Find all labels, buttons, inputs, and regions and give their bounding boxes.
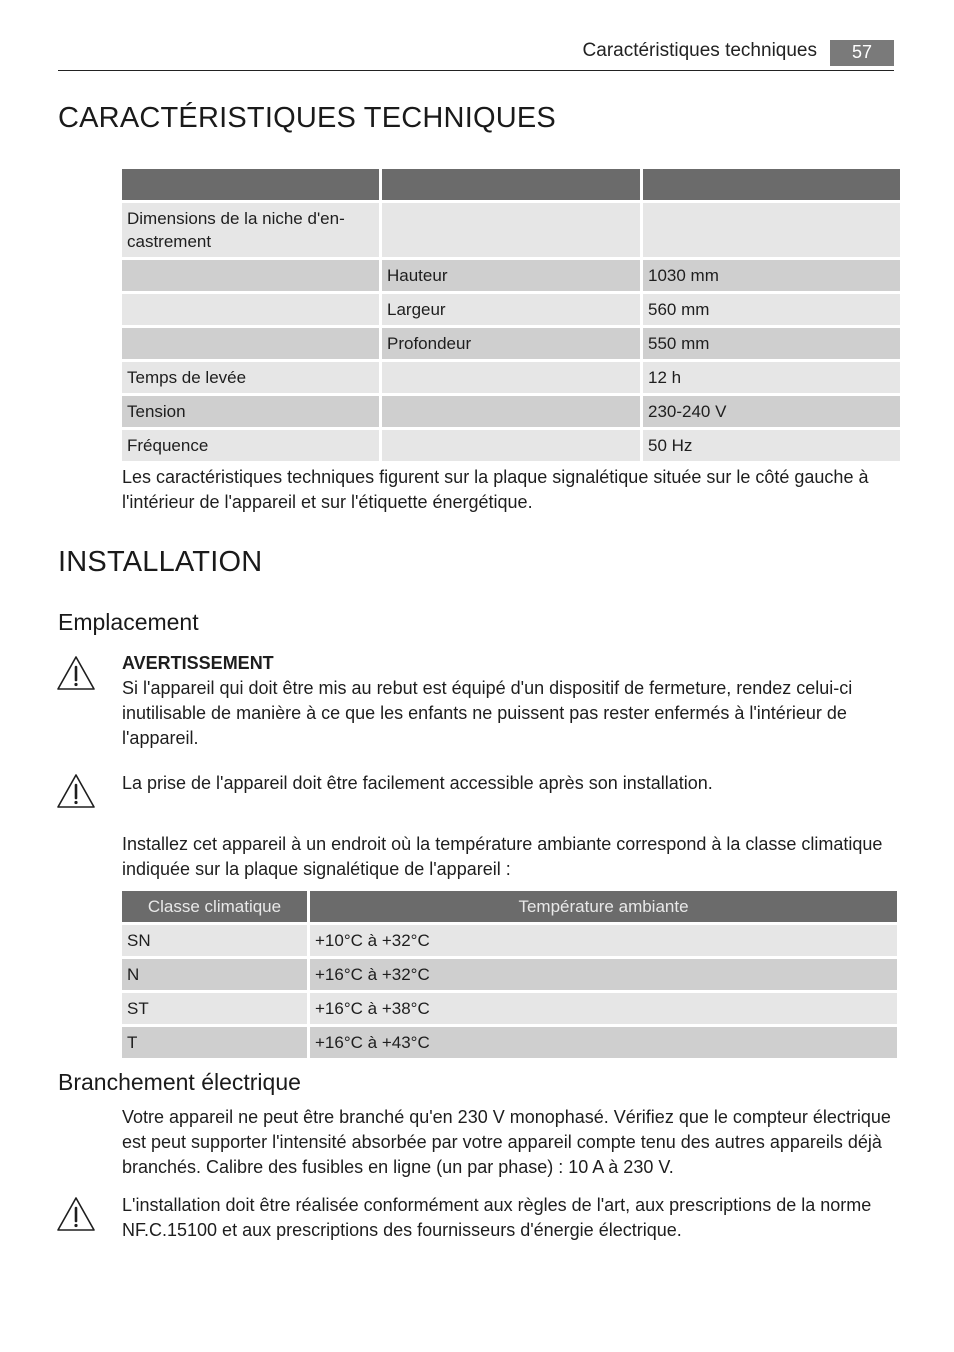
table-cell: 1030 mm bbox=[643, 260, 900, 291]
table-row bbox=[122, 362, 900, 393]
table-cell: +16°C à +32°C bbox=[310, 959, 897, 990]
table-cell: 12 h bbox=[643, 362, 900, 393]
table-cell bbox=[643, 203, 900, 257]
table-cell: ST bbox=[122, 993, 307, 1024]
warning-text-plug: La prise de l'appareil doit être facilement accessible après son installation. bbox=[122, 773, 713, 793]
warning-text-norms: L'installation doit être réalisée conformément aux règles de l'art, aux prescriptions de la norme NF.C.15100 et aux prescriptions des fournisseurs d'énergie électrique. bbox=[122, 1195, 872, 1240]
warning-triangle-icon bbox=[56, 1196, 96, 1232]
climate-table-header-row bbox=[122, 891, 897, 922]
branchement-text: Votre appareil ne peut être branché qu'en 230 V monophasé. Vérifiez que le compteur électrique est peut supporter l'intensité absorbée par votre appareil compte tenu des autres appareils déjà branchés. Calibre des fusibles en ligne (un par phase) : 10 A à 230 V. bbox=[122, 1107, 891, 1177]
table-row bbox=[122, 1027, 897, 1058]
warning-triangle-icon bbox=[56, 773, 96, 809]
climate-intro: Installez cet appareil à un endroit où la température ambiante correspond à la classe climatique indiquée sur la plaque signalétique de l'appareil : bbox=[122, 834, 883, 879]
table-cell bbox=[122, 328, 379, 359]
specs-header-cell bbox=[122, 169, 379, 200]
table-cell bbox=[382, 362, 640, 393]
specs-header-cell bbox=[643, 169, 900, 200]
header-rule bbox=[58, 70, 894, 71]
table-row bbox=[122, 260, 900, 291]
table-cell: T bbox=[122, 1027, 307, 1058]
table-cell bbox=[122, 294, 379, 325]
table-cell: +16°C à +38°C bbox=[310, 993, 897, 1024]
climate-header-cell: Température ambiante bbox=[310, 891, 897, 922]
subsection-title-branchement: Branchement électrique bbox=[58, 1069, 301, 1095]
table-cell: 230-240 V bbox=[643, 396, 900, 427]
specs-table bbox=[119, 166, 903, 464]
table-row bbox=[122, 430, 900, 461]
climate-table bbox=[119, 888, 900, 1061]
table-cell: N bbox=[122, 959, 307, 990]
table-cell: SN bbox=[122, 925, 307, 956]
climate-header-cell: Classe climatique bbox=[122, 891, 307, 922]
table-cell bbox=[382, 430, 640, 461]
table-cell: Tension bbox=[122, 396, 379, 427]
page-number: 57 bbox=[830, 40, 894, 66]
table-cell: 560 mm bbox=[643, 294, 900, 325]
table-cell: Fréquence bbox=[122, 430, 379, 461]
specs-table-header-row bbox=[122, 169, 900, 200]
section-title-installation: INSTALLATION bbox=[58, 546, 263, 578]
table-cell: Hauteur bbox=[382, 260, 640, 291]
table-cell bbox=[382, 396, 640, 427]
table-row bbox=[122, 203, 900, 257]
table-cell: Largeur bbox=[382, 294, 640, 325]
table-cell bbox=[122, 260, 379, 291]
table-row bbox=[122, 993, 897, 1024]
table-row bbox=[122, 396, 900, 427]
warning-triangle-icon bbox=[56, 655, 96, 691]
warning-title: AVERTISSEMENT bbox=[122, 653, 274, 673]
table-cell: Temps de levée bbox=[122, 362, 379, 393]
table-row bbox=[122, 294, 900, 325]
section-title-specs: CARACTÉRISTIQUES TECHNIQUES bbox=[58, 102, 556, 134]
table-cell: +10°C à +32°C bbox=[310, 925, 897, 956]
specs-header-cell bbox=[382, 169, 640, 200]
table-cell: 550 mm bbox=[643, 328, 900, 359]
table-row bbox=[122, 925, 897, 956]
table-row bbox=[122, 328, 900, 359]
warning-text-disposal: Si l'appareil qui doit être mis au rebut est équipé d'un dispositif de fermeture, rendez celui-ci inutilisable de manière à ce que les enfants ne puissent pas rester enfermés à l'intérieur de l'appareil. bbox=[122, 678, 853, 748]
table-cell: +16°C à +43°C bbox=[310, 1027, 897, 1058]
table-cell bbox=[382, 203, 640, 257]
table-row bbox=[122, 959, 897, 990]
table-cell: Dimensions de la niche d'en- castrement bbox=[122, 203, 379, 257]
specs-note: Les caractéristiques techniques figurent sur la plaque signalétique située sur le côté gauche à l'intérieur de l'appareil et sur l'étiquette énergétique. bbox=[122, 467, 869, 512]
table-cell: 50 Hz bbox=[643, 430, 900, 461]
subsection-title-emplacement: Emplacement bbox=[58, 609, 199, 635]
running-header-title: Caractéristiques techniques bbox=[582, 40, 817, 61]
table-cell: Profondeur bbox=[382, 328, 640, 359]
